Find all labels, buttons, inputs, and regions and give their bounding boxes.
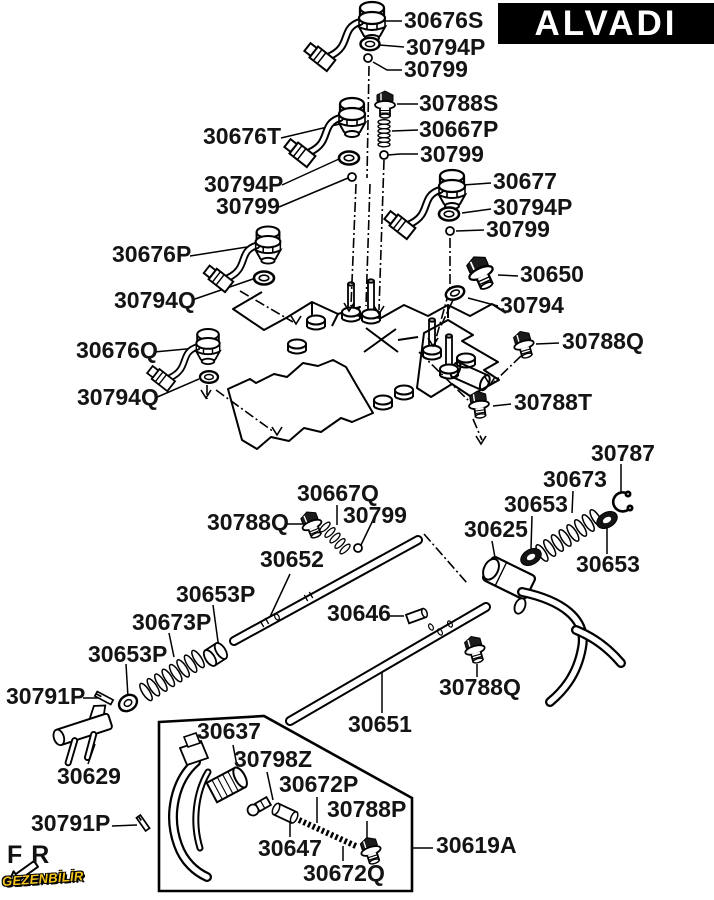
pin-30646-drawing (406, 608, 428, 623)
callout-30672q: 30672Q (303, 860, 385, 886)
callout-30651: 30651 (348, 711, 412, 737)
spring-30667p-drawing (378, 120, 390, 147)
callout-30647: 30647 (258, 835, 322, 861)
plunger-30798z-drawing (246, 796, 272, 817)
roller-30647-drawing (271, 802, 300, 824)
callout-30625: 30625 (464, 516, 528, 542)
callout-30676q: 30676Q (76, 337, 158, 363)
callout-30788q-1: 30788Q (562, 328, 644, 354)
callout-30667p: 30667P (419, 116, 499, 142)
callout-30794: 30794 (500, 292, 564, 318)
callout-30667q: 30667Q (297, 480, 379, 506)
callout-30673: 30673 (543, 466, 607, 492)
callout-30676p: 30676P (112, 241, 192, 267)
callout-30799-4: 30799 (486, 216, 550, 242)
transmission-case-outline (228, 279, 506, 449)
callout-30676s: 30676S (404, 7, 484, 33)
callout-30652: 30652 (260, 546, 324, 572)
callout-30794q-2: 30794Q (77, 384, 159, 410)
callout-30672p: 30672P (279, 771, 359, 797)
callout-30653-2: 30653 (576, 551, 640, 577)
watermark-logo: GEZENBİLİR (1, 868, 85, 889)
callout-30799-2: 30799 (420, 141, 484, 167)
callout-30791p-1: 30791P (6, 683, 86, 709)
callout-30650: 30650 (520, 261, 584, 287)
callout-30799-1: 30799 (404, 56, 468, 82)
callout-30788p: 30788P (327, 796, 407, 822)
snap-ring-30787-drawing (613, 492, 632, 512)
callout-30646: 30646 (327, 600, 391, 626)
callout-30673p: 30673P (132, 609, 212, 635)
callout-30619a: 30619A (436, 832, 517, 858)
callout-30798z: 30798Z (234, 746, 313, 772)
callout-30788t: 30788T (514, 389, 593, 415)
callout-30791p-2: 30791P (31, 810, 111, 836)
callout-30788s: 30788S (419, 90, 499, 116)
sensor-30676s-drawing (303, 2, 385, 71)
callout-30794p-3: 30794P (493, 194, 573, 220)
callout-30788q-3: 30788Q (439, 674, 521, 700)
callout-30676t: 30676T (203, 123, 282, 149)
callout-30677: 30677 (493, 168, 557, 194)
callout-30629: 30629 (57, 763, 121, 789)
callout-30794q-1: 30794Q (114, 287, 196, 313)
oring-30794-drawing (444, 284, 466, 302)
callout-30653p-1: 30653P (176, 581, 256, 607)
front-direction-label: FR (7, 841, 59, 869)
callout-30653-1: 30653 (504, 491, 568, 517)
case-bolt-bosses (288, 308, 475, 410)
callout-30794p-2: 30794P (204, 171, 284, 197)
alvadi-logo: ALVADI (498, 3, 714, 44)
callout-30799-3: 30799 (216, 193, 280, 219)
callout-30794p-1: 30794P (406, 34, 486, 60)
oring-30794q-drawings (200, 272, 274, 383)
callout-30788q-2: 30788Q (207, 509, 289, 535)
callout-30799-5: 30799 (343, 502, 407, 528)
callout-30637: 30637 (197, 718, 261, 744)
callout-30653p-2: 30653P (88, 641, 168, 667)
callout-30787: 30787 (591, 440, 655, 466)
shift-fork-30629-drawing (48, 703, 119, 766)
